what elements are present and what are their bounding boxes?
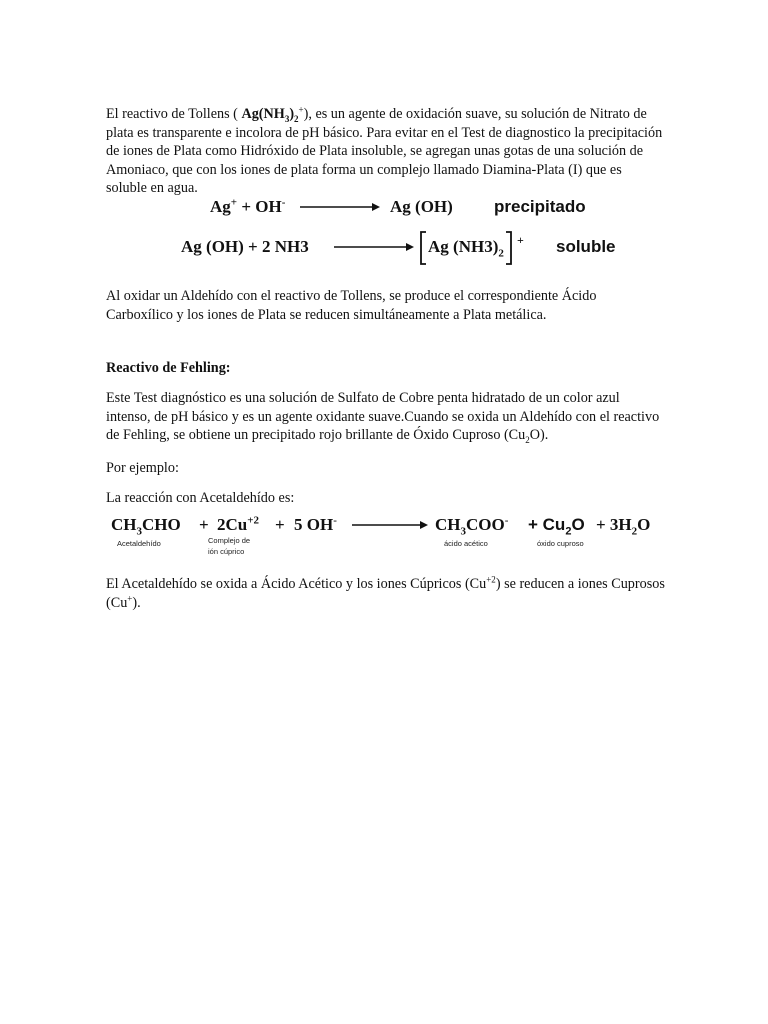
fehling-description: Este Test diagnóstico es una solución de Sulfato de Cobre penta hidratado de un color azul intenso, de pH básico y es un agente oxidante suave.Cuando se oxida un Aldehído con el reactivo de Fehling, se obtiene un precipitado rojo brillante de Óxido Cuproso $(Cu_2O)$.: [106, 390, 660, 445]
equation-1-product: Ag (OH): [390, 197, 453, 216]
equation-2-label: soluble: [556, 237, 616, 256]
label-cuprous-oxide: óxido cuproso: [537, 539, 584, 548]
equation-2-left-bracket: [418, 230, 428, 266]
equation-3-plus-2: +: [275, 515, 285, 534]
equation-3-plus-1: +: [199, 515, 209, 534]
equation-2-charge: +: [517, 233, 524, 247]
fehling-heading: Reactivo de Fehling:: [106, 360, 231, 376]
equation-3-arrow: [352, 519, 428, 531]
tollens-intro-start: El reactivo de Tollens (: [106, 106, 242, 122]
label-acetaldehyde: Acetaldehído: [117, 539, 161, 548]
equation-2-arrow: [334, 241, 414, 253]
equation-1-label: precipitado: [494, 197, 586, 216]
conclusion-paragraph: El Acetaldehído se oxida a Ácido Acético y los iones Cúpricos $(Cu^{+2})$ se reducen a iones Cuprosos (Cu+).: [106, 574, 665, 611]
equation-3-acetate: $CH_3COO^-$: [435, 514, 509, 538]
equation-3-water: + $3H_2O$: [596, 515, 651, 538]
label-acetic-acid: ácido acético: [444, 539, 488, 548]
tollens-intro-rest: ), es un agente de oxidación suave, su solución de Nitrato de plata es transparente e incolora de pH básico. Para evitar en el Test de diagnostico la precipitación de iones de Plata como Hidróxido de Plata insoluble, se agregan unas gotas de una solución de Amoniaco, que con los iones de plata forma un complejo llamado Diamina-Plata (I) que es soluble en agua.: [106, 106, 663, 196]
equation-1-arrow: [300, 201, 380, 213]
label-cupric-complex-line1: Complejo de: [208, 536, 251, 545]
equation-2-reactants: Ag (OH) + 2 NH3: [181, 237, 309, 256]
label-cupric-complex-line2: ión cúprico: [208, 547, 245, 556]
equation-3-cupric-ion: $2Cu^{+2}$: [217, 514, 260, 534]
example-label: Por ejemplo:: [106, 460, 179, 476]
equation-1-reactants: Ag+ + OH-: [210, 196, 286, 216]
equation-2-product: Ag $(NH3)_2$: [428, 237, 504, 260]
equation-3-hydroxide: 5 OH-: [294, 514, 337, 534]
tollens-result-paragraph: Al oxidar un Aldehído con el reactivo de Tollens, se produce el correspondiente Ácido Carboxílico y los iones de Plata se reducen simultáneamente a Plata metálica.: [106, 288, 597, 323]
tollens-intro-paragraph: El reactivo de Tollens ( $Ag(NH_3)_2^+$), es un agente de oxidación suave, su solución de Nitrato de plata es transparente e incolora de pH básico. Para evitar en el Test de diagnostico la precipitación de iones de Plata como Hidróxido de Plata insoluble, se agregan unas gotas de una solución de Amoniaco, que con los iones de plata forma un complejo llamado Diamina-Plata (I) que es soluble en agua.: [106, 104, 663, 196]
equation-3-acetaldehyde: $CH_3CHO$: [111, 515, 181, 538]
tollens-formula: $Ag(NH_3)_2$: [241, 106, 299, 124]
equation-3-cuprous-oxide: + $Cu_2O$: [528, 515, 585, 538]
equation-2-right-bracket: [504, 230, 514, 266]
reaction-intro: La reacción con Acetaldehído es:: [106, 490, 295, 506]
